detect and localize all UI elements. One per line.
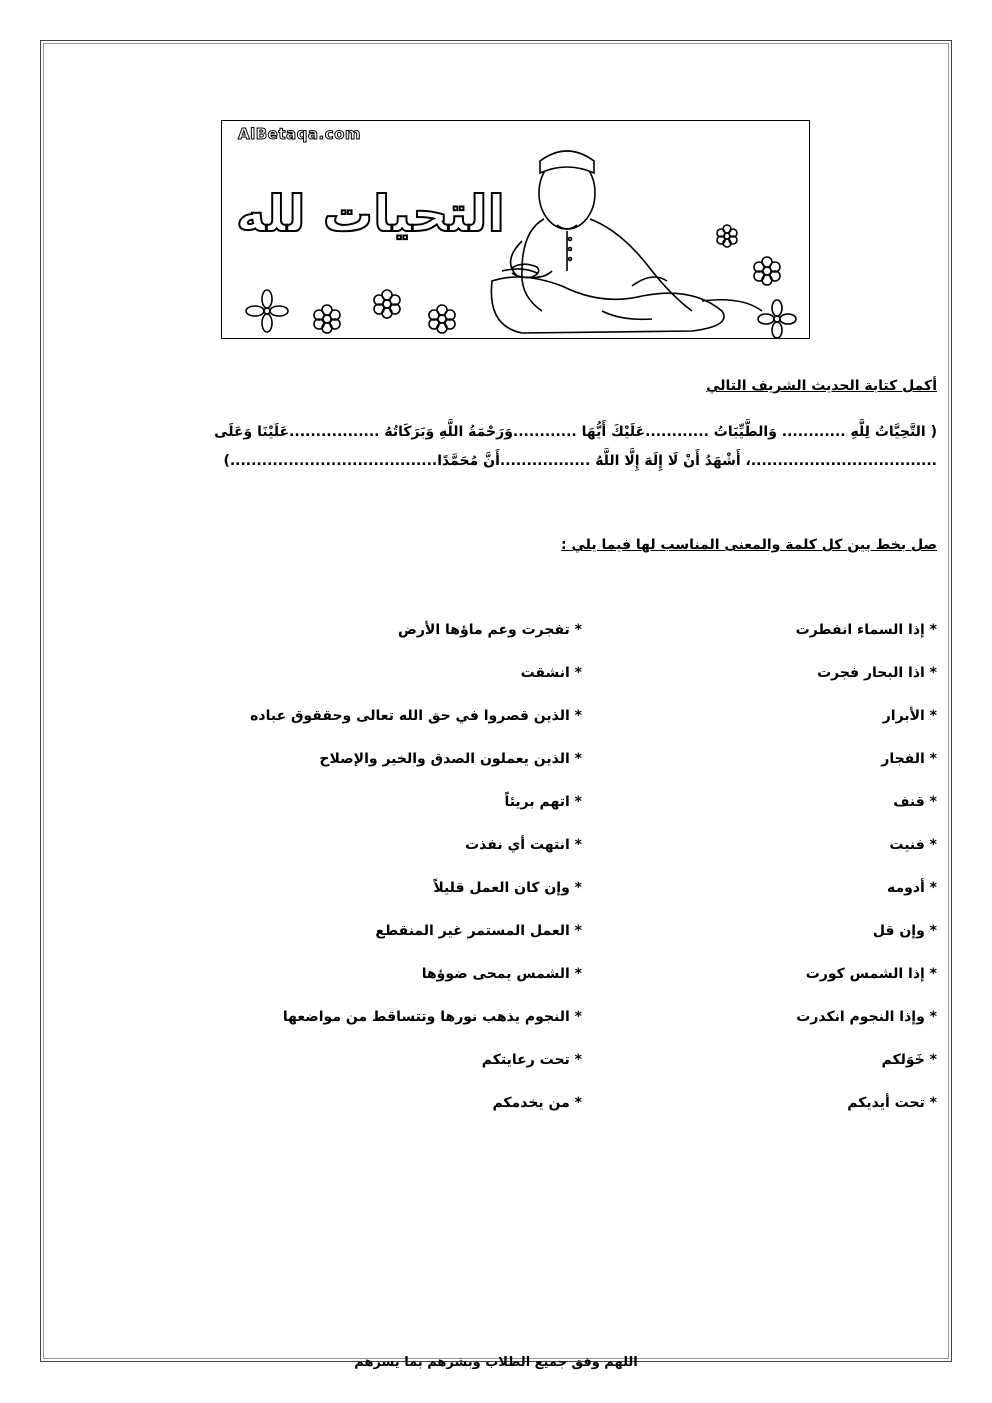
match-meaning: * تحت رعايتكم [481,1052,582,1068]
match-row [0,1009,992,1031]
match-row [0,622,992,644]
section-heading-complete-hadith: أكمل كتابة الحديث الشريف التالي [706,378,937,394]
match-row [0,1052,992,1074]
match-meaning: * اتهم بريئاً [504,794,582,810]
match-row [0,966,992,988]
hadith-line-2: ...................................، أَشْهَدُ أَنْ لَا إِلَهَ إِلَّا اللَّهُ .................أَنَّ مُحَمَّدًا.......................................) [223,453,937,469]
match-word: * أدومه [886,880,937,896]
match-meaning: * وإن كان العمل قليلاً [433,880,582,896]
match-row [0,665,992,687]
footer-prayer: اللهم وفق جميع الطلاب وبشرهم بما يسرهم [354,1355,638,1370]
section-heading-matching: صل بخط بين كل كلمة والمعنى المناسب لها فيما يلي : [561,537,937,553]
match-meaning: * تفجرت وعم ماؤها الأرض [398,622,582,638]
match-meaning: * الذين يعملون الصدق والخير والإصلاح [319,751,582,767]
match-meaning: * من يخدمكم [492,1095,582,1111]
match-row [0,751,992,773]
match-row [0,708,992,730]
banner-image [221,120,810,339]
match-meaning: * الشمس يمحى ضوؤها [421,966,582,982]
match-meaning: * النجوم يذهب نورها وتتساقط من مواضعها [282,1009,582,1025]
match-meaning: * انشقت [520,665,582,681]
hadith-line-1: ( التَّحِيَّاتُ لِلَّهِ ............ وَالطَّيِّبَاتُ ............عَلَيْكَ أَيُّهَا ............وَرَحْمَةُ اللَّهِ وَبَرَكَاتُهُ .................عَلَيْنَا وَعَلَى [214,424,937,440]
match-word: * فنيت [889,837,937,853]
match-word: * قنف [893,794,937,810]
match-word: * وإن قل [872,923,937,939]
match-word: * وإذا النجوم انكدرت [796,1009,937,1025]
match-word: * اذا البحار فجرت [817,665,937,681]
match-row [0,923,992,945]
site-watermark: AlBetaqa.com [238,125,362,143]
match-row [0,837,992,859]
match-word: * الفجار [881,751,937,767]
match-meaning: * العمل المستمر غير المنقطع [375,923,582,939]
banner-title: التحيات لله [236,185,505,243]
match-meaning: * الذين قصروا في حق الله تعالى وحققوق عباده [250,708,582,724]
match-row [0,1095,992,1117]
match-word: * إذا الشمس كورت [805,966,937,982]
match-word: * إذا السماء انفطرت [795,622,937,638]
match-meaning: * انتهت أي نفذت [465,837,582,853]
match-row [0,880,992,902]
match-row [0,794,992,816]
match-word: * تحت أيديكم [847,1095,937,1111]
match-word: * الأبرار [882,708,937,724]
match-word: * خَوَلكم [881,1052,937,1068]
